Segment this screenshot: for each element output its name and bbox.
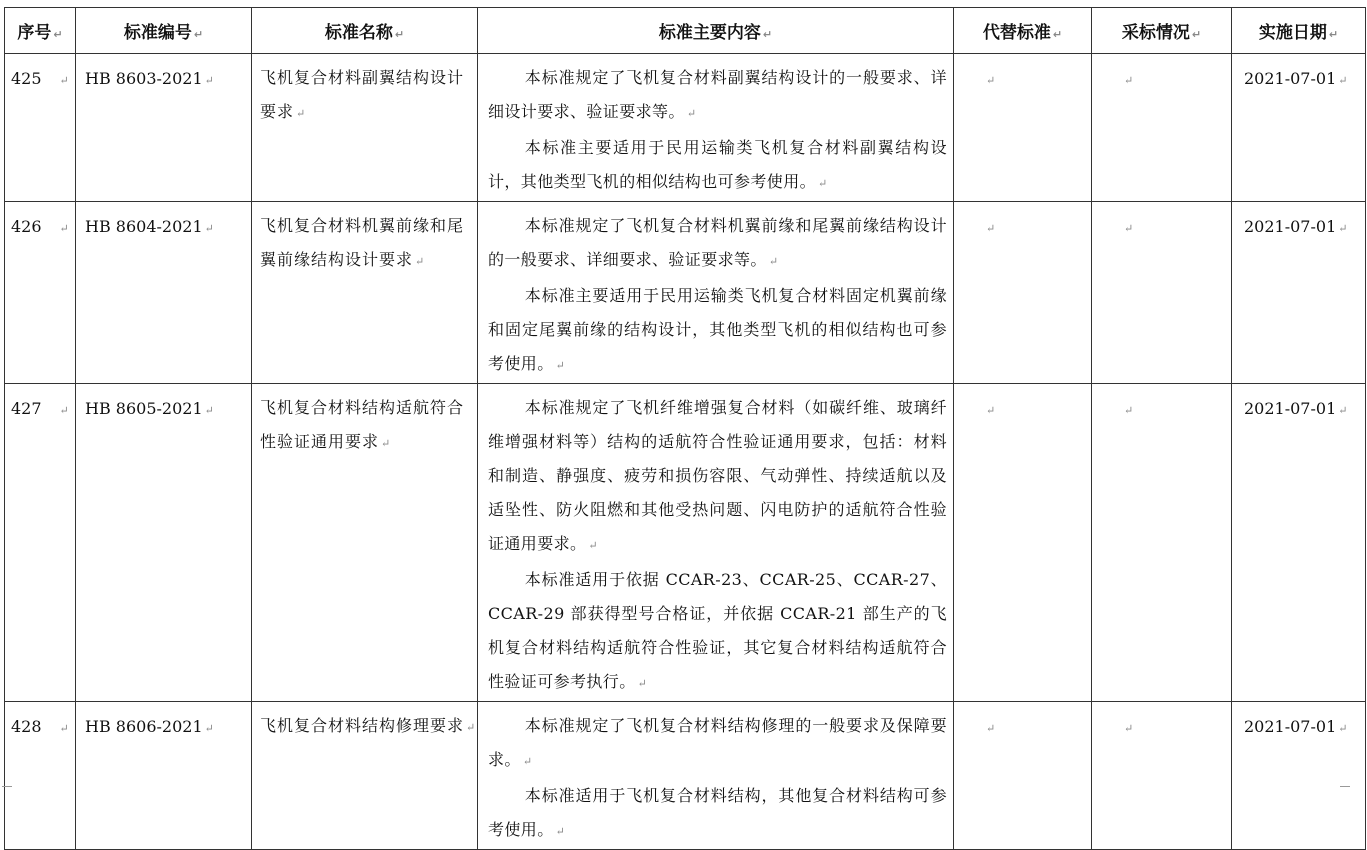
- content-paragraph: 本标准规定了飞机纤维增强复合材料（如碳纤维、玻璃纤维增强材料等）结构的适航符合性验证通用要求，包括：材料和制造、静强度、疲劳和损伤容限、气动弹性、持续适航以及适坠性、防火阻燃和其他受热问题、闪电防护的适航符合性验证通用要求。 ↵: [488, 398, 947, 553]
- table-row: [5, 384, 1366, 702]
- content-paragraph: 本标准适用于飞机复合材料结构，其他复合材料结构可参考使用。 ↵: [488, 786, 947, 839]
- content-paragraph: 本标准适用于依据 CCAR-23、CCAR-25、CCAR-27、CCAR-29 部获得型号合格证，并依据 CCAR-21 部生产的飞机复合材料结构适航符合性验证，其它复合材料结构适航符合性验证可参考执行。 ↵: [488, 570, 947, 691]
- cell-name: 飞机复合材料机翼前缘和尾翼前缘结构设计要求 ↵: [252, 202, 478, 384]
- content-paragraph: 本标准规定了飞机复合材料结构修理的一般要求及保障要求。 ↵: [488, 716, 947, 769]
- cell-replace: ↵: [954, 702, 1092, 850]
- content-paragraph: 本标准规定了飞机复合材料机翼前缘和尾翼前缘结构设计的一般要求、详细要求、验证要求等。 ↵: [488, 216, 947, 269]
- cell-no: 428 ↵: [5, 702, 76, 850]
- cell-no: 425 ↵: [5, 54, 76, 202]
- cell-no: 427 ↵: [5, 384, 76, 702]
- content-paragraph: 本标准规定了飞机复合材料副翼结构设计的一般要求、详细设计要求、验证要求等。 ↵: [488, 68, 947, 121]
- cell-adopt: ↵: [1092, 54, 1232, 202]
- cell-adopt: ↵: [1092, 202, 1232, 384]
- cell-code: HB 8603-2021 ↵: [76, 54, 252, 202]
- table-row: [5, 54, 1366, 202]
- cell-name: 飞机复合材料副翼结构设计要求 ↵: [252, 54, 478, 202]
- cell-replace: ↵: [954, 202, 1092, 384]
- content-paragraph: 本标准主要适用于民用运输类飞机复合材料固定机翼前缘和固定尾翼前缘的结构设计，其他类型飞机的相似结构也可参考使用。 ↵: [488, 286, 947, 373]
- header-date: 实施日期 ↵: [1232, 8, 1366, 54]
- header-adopt: 采标情况 ↵: [1092, 8, 1232, 54]
- cell-name: 飞机复合材料结构修理要求 ↵: [252, 702, 478, 850]
- table-row: [5, 202, 1366, 384]
- cell-no: 426 ↵: [5, 202, 76, 384]
- cell-replace: ↵: [954, 384, 1092, 702]
- cell-name: 飞机复合材料结构适航符合性验证通用要求 ↵: [252, 384, 478, 702]
- cell-date: 2021-07-01 ↵: [1232, 54, 1366, 202]
- cell-date: 2021-07-01 ↵: [1232, 202, 1366, 384]
- cell-content: [478, 202, 954, 384]
- cell-adopt: ↵: [1092, 702, 1232, 850]
- header-row: [5, 8, 1366, 54]
- standards-table: [4, 7, 1366, 850]
- cell-code: HB 8604-2021 ↵: [76, 202, 252, 384]
- cell-date: 2021-07-01 ↵: [1232, 384, 1366, 702]
- header-replace: 代替标准 ↵: [954, 8, 1092, 54]
- cell-date: 2021-07-01 ↵: [1232, 702, 1366, 850]
- page-corner-mark: [2, 786, 12, 797]
- page-corner-mark: [1340, 786, 1350, 797]
- header-code: 标准编号 ↵: [76, 8, 252, 54]
- header-content: 标准主要内容 ↵: [478, 8, 954, 54]
- table-row: [5, 702, 1366, 850]
- cell-adopt: ↵: [1092, 384, 1232, 702]
- cell-content: [478, 702, 954, 850]
- content-paragraph: 本标准主要适用于民用运输类飞机复合材料副翼结构设计，其他类型飞机的相似结构也可参考使用。 ↵: [488, 138, 947, 191]
- cell-content: [478, 384, 954, 702]
- cell-replace: ↵: [954, 54, 1092, 202]
- header-no: 序号 ↵: [5, 8, 76, 54]
- cell-content: [478, 54, 954, 202]
- cell-code: HB 8606-2021 ↵: [76, 702, 252, 850]
- cell-code: HB 8605-2021 ↵: [76, 384, 252, 702]
- header-name: 标准名称 ↵: [252, 8, 478, 54]
